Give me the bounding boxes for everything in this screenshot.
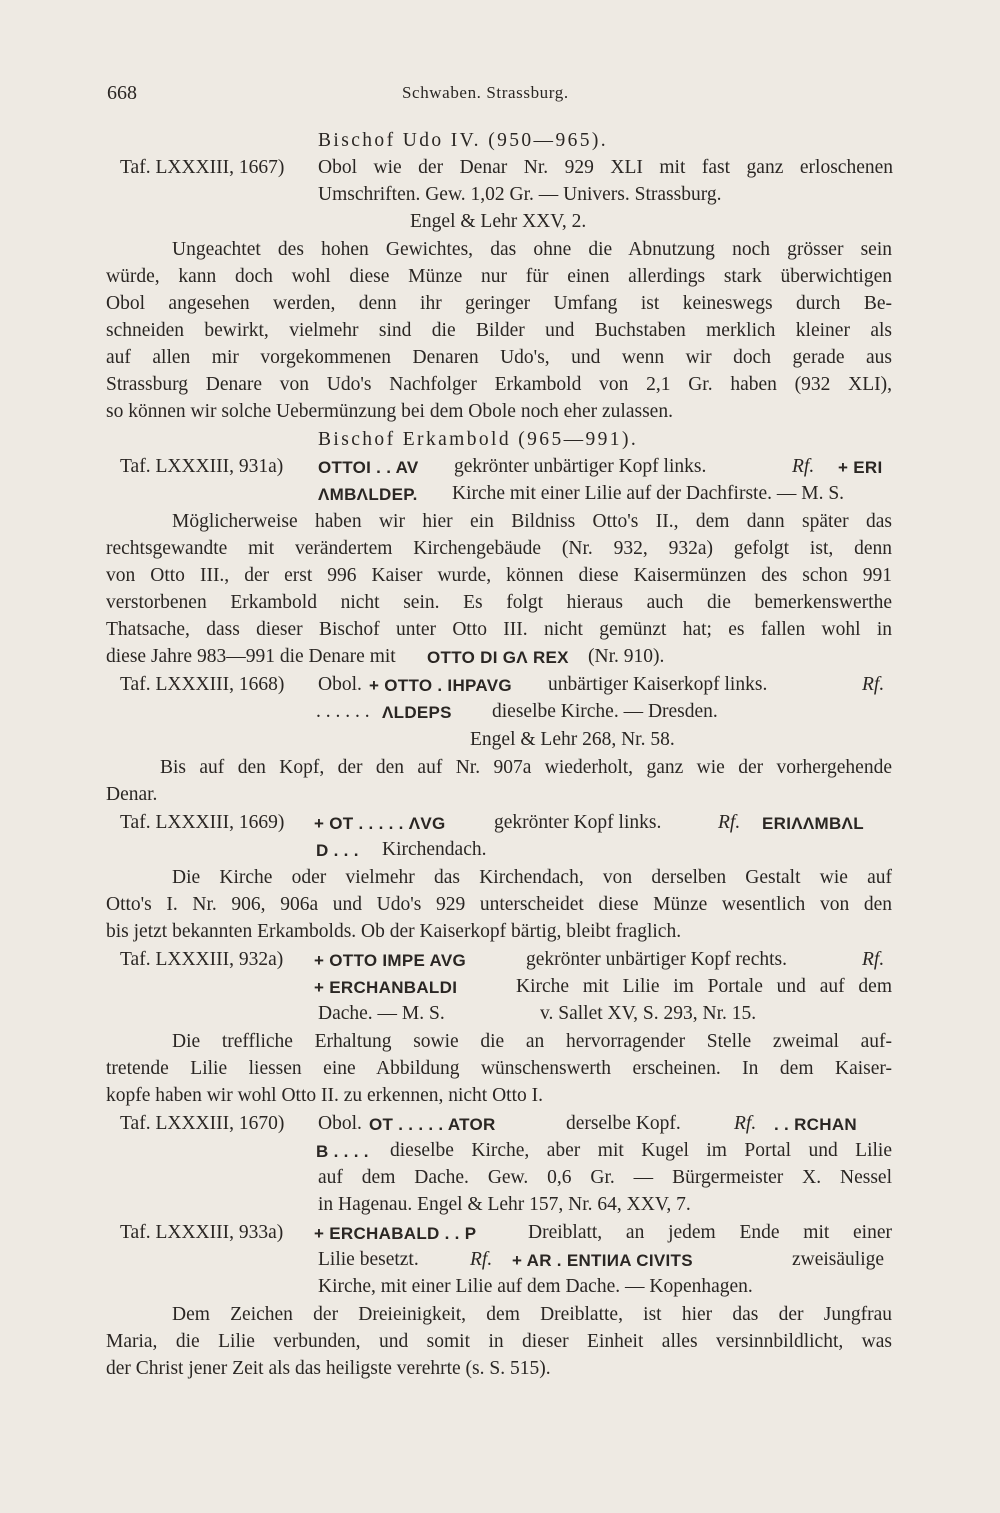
paragraph-2-line: Thatsache, dass dieser Bischof unter Otto III. nicht gemünzt hat; es fallen wohl in [106, 619, 892, 640]
legend-933a-obverse: + ERCHABALD . . P [314, 1224, 477, 1243]
entry-931a-text: gekrönter unbärtiger Kopf links. [454, 456, 707, 477]
paragraph-3-line: Denar. [106, 784, 158, 805]
paragraph-6-line: Maria, die Lilie verbunden, und somit in dieser Einheit alles versinnbildlicht, was [106, 1331, 892, 1352]
legend-932a-obverse: + OTTO IMPE AVG [314, 951, 467, 970]
legend-1668-obverse: + OTTO . IHPAVG [369, 676, 512, 695]
plate-ref-932a: Taf. LXXXIII, 932a) [120, 949, 284, 970]
paragraph-1-line: Obol angesehen werden, denn ihr geringer Umfang ist keineswegs durch Be- [106, 293, 892, 314]
plate-ref-933a: Taf. LXXXIII, 933a) [120, 1222, 284, 1243]
legend-1669-reverse-cont: D . . . [316, 841, 359, 860]
entry-1667-line-1: Obol wie der Denar Nr. 929 XLI mit fast ganz erloschenen [318, 157, 893, 178]
obol-label: Obol. [318, 1113, 362, 1134]
paragraph-2-line: verstorbenen Erkambold nicht sein. Es folgt hieraus auch die bemerkenswerthe [106, 592, 892, 613]
plate-ref-1670: Taf. LXXXIII, 1670) [120, 1113, 285, 1134]
entry-1670-line-2: dieselbe Kirche, aber mit Kugel im Portal und Lilie [390, 1140, 892, 1161]
section-heading-udo: Bischof Udo IV. (950—965). [318, 130, 609, 151]
paragraph-1-line: schneiden bewirkt, vielmehr sind die Bilder und Buchstaben merklich kleiner als [106, 320, 892, 341]
reverse-marker: Rf. [862, 674, 885, 695]
entry-1670-line-3: auf dem Dache. Gew. 0,6 Gr. — Bürgermeister X. Nessel [318, 1167, 892, 1188]
section-heading-erkambold: Bischof Erkambold (965—991). [318, 429, 639, 450]
reverse-marker: Rf. [470, 1249, 493, 1270]
entry-933a-line-3: Kirche, mit einer Lilie auf dem Dache. — Kopenhagen. [318, 1276, 753, 1297]
entry-932a-line-2: Kirche mit Lilie im Portale und auf dem [516, 976, 892, 997]
entry-1667-reference: Engel & Lehr XXV, 2. [410, 211, 587, 232]
paragraph-6-line: der Christ jener Zeit als das heiligste verehrte (s. S. 515). [106, 1358, 551, 1379]
entry-933a-line-2-end: zweisäulige [792, 1249, 885, 1270]
legend-931a-reverse: + ERI [838, 458, 883, 477]
reverse-marker: Rf. [718, 812, 741, 833]
plate-ref-1667: Taf. LXXXIII, 1667) [120, 157, 285, 178]
paragraph-6-line: Dem Zeichen der Dreieinigkeit, dem Dreiblatte, ist hier das der Jungfrau [172, 1304, 892, 1325]
legend-1669-obverse: + OT . . . . . ΛVG [314, 814, 446, 833]
page-number: 668 [107, 82, 137, 104]
legend-933a-reverse: + AR . ENTIИA CIVITS [512, 1251, 693, 1270]
entry-1669-text: gekrönter Kopf links. [494, 812, 662, 833]
legend-1670-reverse: . . RCHAN [774, 1115, 857, 1134]
entry-1668-text: unbärtiger Kaiserkopf links. [548, 674, 768, 695]
plate-ref-931a: Taf. LXXXIII, 931a) [120, 456, 284, 477]
paragraph-3-line: Bis auf den Kopf, der den auf Nr. 907a wiederholt, ganz wie der vorhergehende [160, 757, 892, 778]
paragraph-1-line: so können wir solche Uebermünzung bei dem Obole noch eher zulassen. [106, 401, 673, 422]
reverse-marker: Rf. [792, 456, 815, 477]
obol-label: Obol. [318, 674, 362, 695]
legend-932a-reverse: + ERCHANBALDI [314, 978, 458, 997]
paragraph-5-line: kopfe haben wir wohl Otto II. zu erkennen, nicht Otto I. [106, 1085, 543, 1106]
entry-932a-reference: v. Sallet XV, S. 293, Nr. 15. [540, 1003, 757, 1024]
plate-ref-1668: Taf. LXXXIII, 1668) [120, 674, 285, 695]
legend-1670-obverse: OT . . . . . ATOR [369, 1115, 496, 1134]
paragraph-1-line: Strassburg Denare von Udo's Nachfolger Erkambold von 2,1 Gr. haben (932 XLI), [106, 374, 892, 395]
entry-1667-line-2: Umschriften. Gew. 1,02 Gr. — Univers. Strassburg. [318, 184, 722, 205]
paragraph-1-line: Ungeachtet des hohen Gewichtes, das ohne die Abnutzung noch grösser sein [172, 239, 892, 260]
legend-otto-di-ga-rex: OTTO DI GΛ REX [427, 648, 569, 667]
paragraph-4-line: Otto's I. Nr. 906, 906a und Udo's 929 unterscheidet diese Münze wesentlich von den [106, 894, 892, 915]
legend-931a-reverse-cont: ΛMBΛLDEP. [318, 485, 418, 504]
entry-932a-line-3: Dache. — M. S. [318, 1003, 445, 1024]
paragraph-4-line: Die Kirche oder vielmehr das Kirchendach, von derselben Gestalt wie auf [172, 867, 892, 888]
reverse-marker: Rf. [862, 949, 885, 970]
paragraph-2-line: Möglicherweise haben wir hier ein Bildniss Otto's II., dem dann später das [172, 511, 892, 532]
entry-932a-text: gekrönter unbärtiger Kopf rechts. [526, 949, 787, 970]
entry-1670-line-4: in Hagenau. Engel & Lehr 157, Nr. 64, XXV, 7. [318, 1194, 691, 1215]
entry-933a-line-2: Lilie besetzt. [318, 1249, 419, 1270]
entry-933a-text: Dreiblatt, an jedem Ende mit einer [528, 1222, 892, 1243]
legend-1668-reverse: ΛLDEPS [382, 703, 452, 722]
paragraph-2-ref: (Nr. 910). [588, 646, 665, 667]
paragraph-1-line: auf allen mir vorgekommenen Denaren Udo's, und wenn wir doch gerade aus [106, 347, 892, 368]
paragraph-4-line: bis jetzt bekannten Erkambolds. Ob der Kaiserkopf bärtig, bleibt fraglich. [106, 921, 682, 942]
entry-1668-reference: Engel & Lehr 268, Nr. 58. [470, 729, 675, 750]
entry-931a-line-2: Kirche mit einer Lilie auf der Dachfirste. — M. S. [452, 483, 845, 504]
legend-1670-reverse-cont: B . . . . [316, 1142, 369, 1161]
entry-1669-line-2: Kirchendach. [382, 839, 487, 860]
entry-1668-dots: . . . . . . [316, 701, 370, 722]
paragraph-2-line: rechtsgewandte mit verändertem Kirchengebäude (Nr. 932, 932a) gefolgt ist, denn [106, 538, 892, 559]
running-title: Schwaben. Strassburg. [402, 83, 569, 102]
paragraph-1-line: würde, kann doch wohl diese Münze nur für einen allerdings stark überwichtigen [106, 266, 892, 287]
entry-1670-text: derselbe Kopf. [566, 1113, 681, 1134]
paragraph-2-line: diese Jahre 983—991 die Denare mit [106, 646, 396, 667]
legend-1669-reverse: ERIΛΛMBΛL [762, 814, 864, 833]
legend-931a-obverse: OTTOI . . AV [318, 458, 419, 477]
paragraph-5-line: Die treffliche Erhaltung sowie die an hervorragender Stelle zweimal auf- [172, 1031, 892, 1052]
plate-ref-1669: Taf. LXXXIII, 1669) [120, 812, 285, 833]
paragraph-5-line: tretende Lilie liessen eine Abbildung wünschenswerth erscheinen. In dem Kaiser- [106, 1058, 892, 1079]
paragraph-2-line: von Otto III., der erst 996 Kaiser wurde, können diese Kaisermünzen des schon 991 [106, 565, 892, 586]
reverse-marker: Rf. [734, 1113, 757, 1134]
entry-1668-line-2: dieselbe Kirche. — Dresden. [492, 701, 718, 722]
